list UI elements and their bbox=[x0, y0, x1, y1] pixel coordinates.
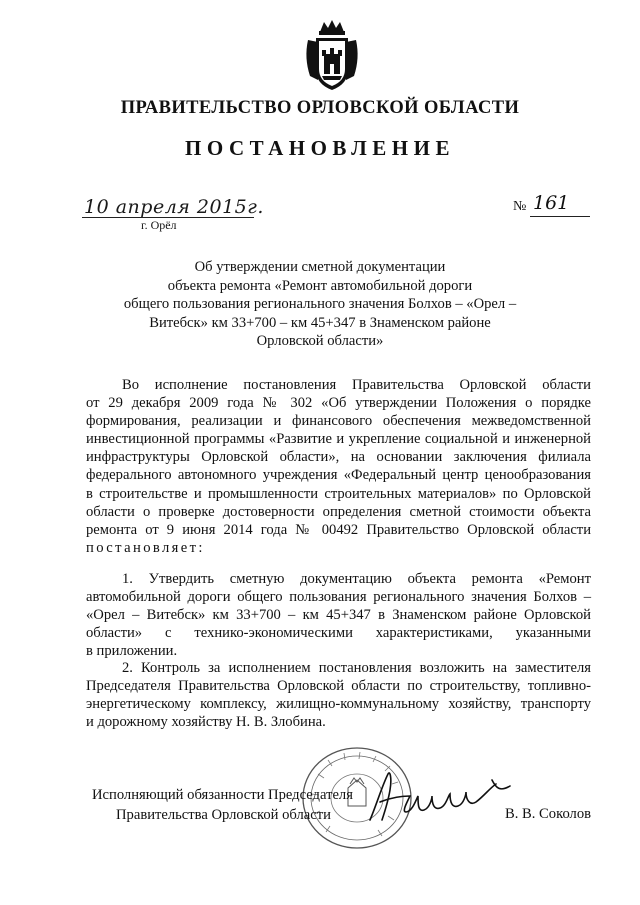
coat-of-arms-icon bbox=[300, 18, 364, 94]
subject-line: Орловской области» bbox=[256, 333, 384, 350]
document-subject bbox=[100, 258, 540, 351]
handwritten-date: 10 апреля 2015г. bbox=[84, 196, 264, 218]
document-type-title: ПОСТАНОВЛЕНИЕ bbox=[185, 136, 455, 160]
body-line: «Орел – Витебск» км 33+700 – км 45+347 в Знаменском районе Орловской bbox=[86, 607, 591, 624]
resolution-word: постановляет: bbox=[86, 539, 205, 556]
body-line: федерального автономного учреждения «Федеральный центр ценообразования bbox=[86, 467, 591, 484]
subject-line: Об утверждении сметной документации bbox=[194, 259, 446, 275]
body-line: Председателя Правительства Орловской области по строительству, топливно- bbox=[86, 678, 591, 695]
city-label: г. Орёл bbox=[141, 218, 177, 232]
body-line: энергетическому комплексу, жилищно-коммунальному хозяйству, транспорту bbox=[86, 696, 591, 713]
body-line: 2. Контроль за исполнением постановления возложить на заместителя bbox=[122, 660, 591, 676]
subject-line: Витебск» км 33+700 – км 45+347 в Знаменском районе bbox=[149, 314, 491, 331]
item-1-paragraph bbox=[86, 570, 591, 660]
body-line: области» с технико-экономическими характеристиками, указанными bbox=[86, 625, 591, 642]
body-line: в строительстве и промышленности строительных материалов» по Орловской bbox=[86, 485, 591, 502]
handwritten-signature-icon bbox=[366, 766, 516, 826]
number-underline bbox=[530, 216, 590, 217]
signer-position-line: Правительства Орловской области bbox=[116, 806, 331, 823]
signer-position-line: Исполняющий обязанности Председателя bbox=[92, 787, 353, 803]
body-line: инфраструктуры Орловской области», на основании заключения филиала bbox=[86, 449, 591, 466]
subject-line: общего пользования регионального значения Болхов – «Орел – bbox=[123, 296, 517, 313]
body-line: 1. Утвердить сметную документацию объекта ремонта «Ремонт bbox=[122, 571, 591, 587]
item-2-paragraph bbox=[86, 659, 591, 731]
body-line: ремонта от 9 июня 2014 года № 00492 Правительство Орловской области bbox=[86, 521, 591, 538]
body-line: Во исполнение постановления Правительства Орловской области bbox=[122, 377, 591, 393]
body-line: от 29 декабря 2009 года № 302 «Об утверждении Положения о порядке bbox=[86, 395, 591, 412]
body-line: в приложении. bbox=[86, 643, 178, 660]
body-line: области о проверке достоверности определения сметной стоимости объекта bbox=[86, 503, 591, 520]
handwritten-number: 161 bbox=[533, 192, 570, 214]
number-label: № bbox=[513, 199, 527, 214]
body-line: автомобильной дороги общего пользования регионального значения Болхов – bbox=[86, 589, 591, 606]
body-line: и дорожному хозяйству Н. В. Злобина. bbox=[86, 714, 326, 731]
signer-name: В. В. Соколов bbox=[505, 806, 592, 822]
body-line: формирования, реализации и финансового обеспечения межведомственной bbox=[86, 413, 591, 430]
subject-line: объекта ремонта «Ремонт автомобильной дороги bbox=[167, 277, 473, 294]
body-line: инвестиционной программы «Развитие и укрепление социальной и инженерной bbox=[86, 431, 591, 448]
preamble-paragraph bbox=[86, 376, 591, 557]
government-title: ПРАВИТЕЛЬСТВО ОРЛОВСКОЙ ОБЛАСТИ bbox=[120, 98, 520, 118]
signer-position bbox=[92, 786, 353, 825]
